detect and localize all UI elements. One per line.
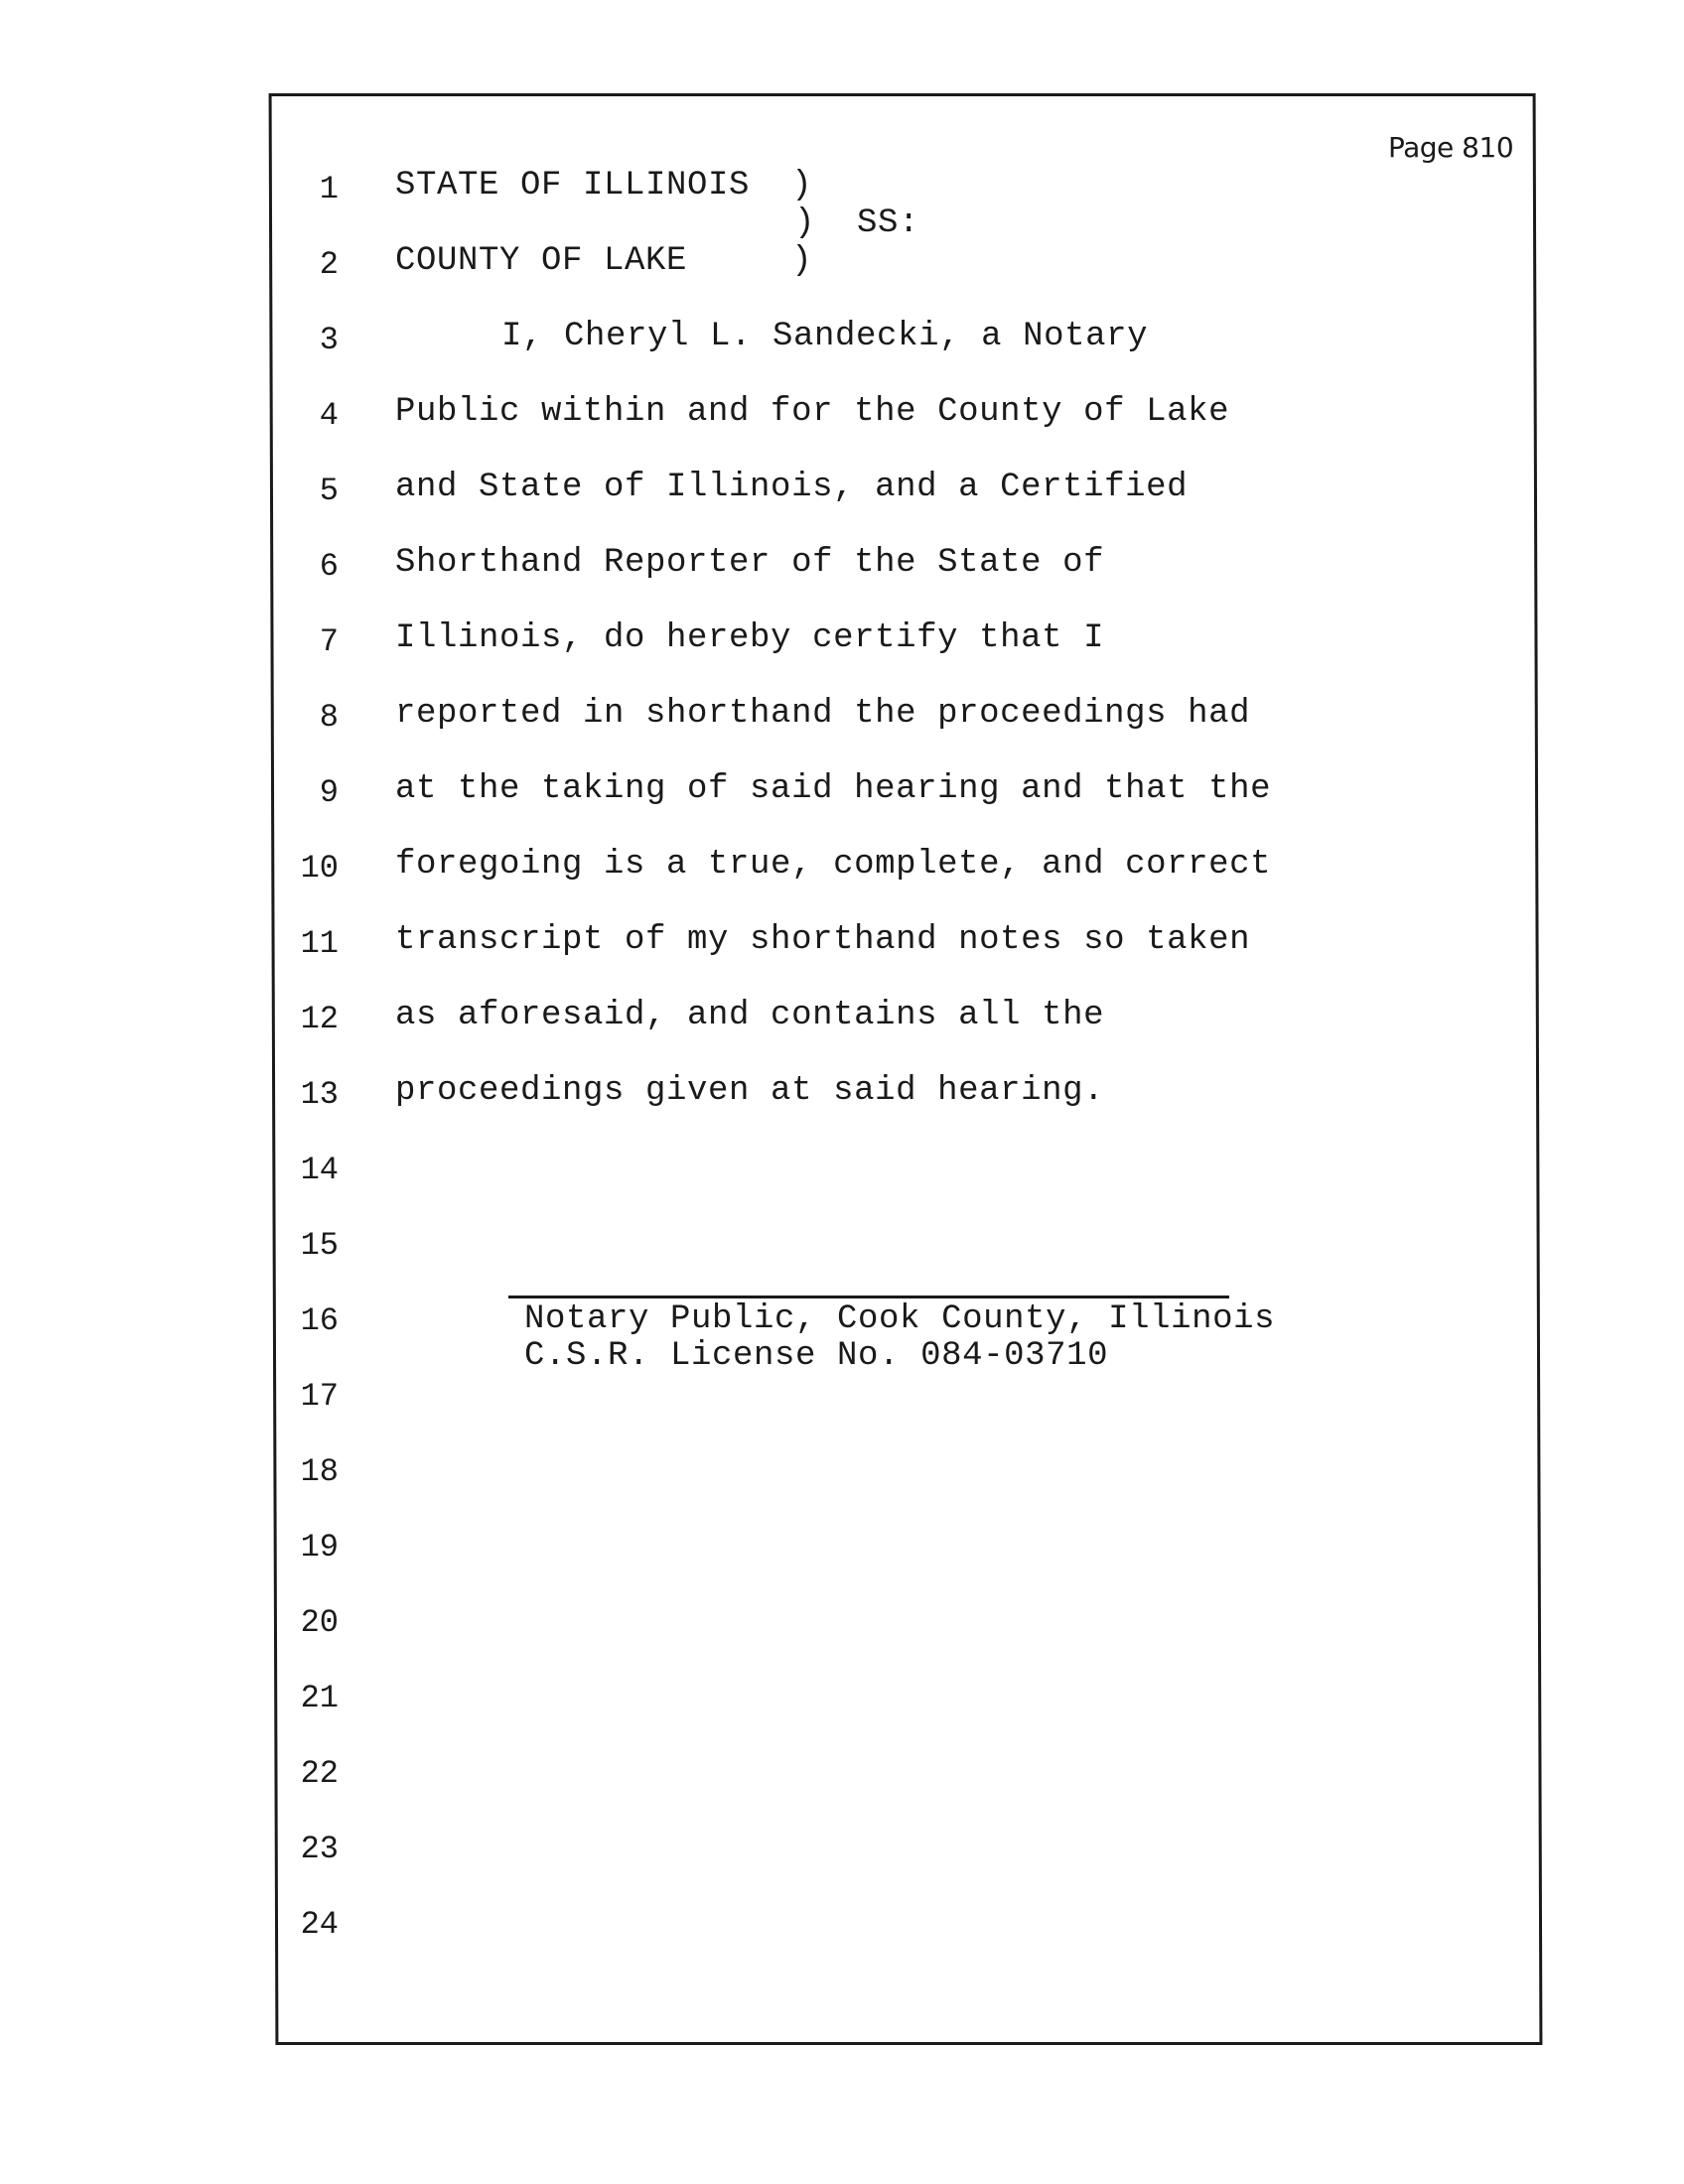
transcript-line-6: Shorthand Reporter of the State of bbox=[395, 544, 1105, 582]
caption-county: COUNTY OF LAKE ) bbox=[395, 242, 813, 280]
transcript-line-10: foregoing is a true, complete, and correct bbox=[395, 846, 1272, 884]
transcript-line-13: proceedings given at said hearing. bbox=[395, 1072, 1105, 1110]
line-number: 3 bbox=[319, 322, 339, 358]
transcript-line-5: and State of Illinois, and a Certified bbox=[395, 469, 1189, 506]
line-number: 13 bbox=[300, 1076, 339, 1113]
transcript-line-12: as aforesaid, and contains all the bbox=[395, 997, 1105, 1034]
line-number: 12 bbox=[300, 1001, 339, 1037]
line-number: 23 bbox=[300, 1831, 339, 1867]
signature-license: C.S.R. License No. 084-03710 bbox=[524, 1337, 1109, 1375]
line-number: 18 bbox=[300, 1453, 339, 1490]
line-number: 24 bbox=[300, 1906, 339, 1943]
line-number: 14 bbox=[300, 1152, 339, 1188]
transcript-line-11: transcript of my shorthand notes so taken bbox=[395, 921, 1251, 959]
line-number: 7 bbox=[319, 623, 339, 660]
caption-ss: ) SS: bbox=[794, 205, 920, 242]
line-number: 17 bbox=[300, 1378, 339, 1415]
transcript-line-7: Illinois, do hereby certify that I bbox=[395, 619, 1105, 657]
transcript-line-4: Public within and for the County of Lake bbox=[395, 393, 1230, 431]
line-number: 5 bbox=[319, 473, 339, 509]
transcript-line-3: I, Cheryl L. Sandecki, a Notary bbox=[501, 318, 1149, 355]
signature-title: Notary Public, Cook County, Illinois bbox=[524, 1300, 1276, 1338]
caption-state: STATE OF ILLINOIS ) bbox=[395, 167, 813, 205]
line-number: 20 bbox=[300, 1604, 339, 1641]
line-number: 2 bbox=[319, 246, 339, 283]
transcript-page-border bbox=[269, 93, 1543, 2045]
line-number: 6 bbox=[319, 548, 339, 585]
line-number: 10 bbox=[300, 850, 339, 887]
line-number: 4 bbox=[319, 397, 339, 434]
signature-line bbox=[508, 1296, 1229, 1298]
line-number: 8 bbox=[319, 699, 339, 736]
transcript-line-9: at the taking of said hearing and that the bbox=[395, 770, 1272, 808]
transcript-line-8: reported in shorthand the proceedings had bbox=[395, 695, 1251, 733]
line-number: 22 bbox=[300, 1755, 339, 1792]
line-number: 15 bbox=[300, 1227, 339, 1264]
line-number: 11 bbox=[300, 925, 339, 962]
line-number: 19 bbox=[300, 1529, 339, 1566]
line-number: 21 bbox=[300, 1680, 339, 1716]
line-number: 1 bbox=[319, 171, 339, 207]
line-number: 16 bbox=[300, 1302, 339, 1339]
line-number: 9 bbox=[319, 774, 339, 811]
page-number: Page 810 bbox=[1388, 131, 1514, 164]
